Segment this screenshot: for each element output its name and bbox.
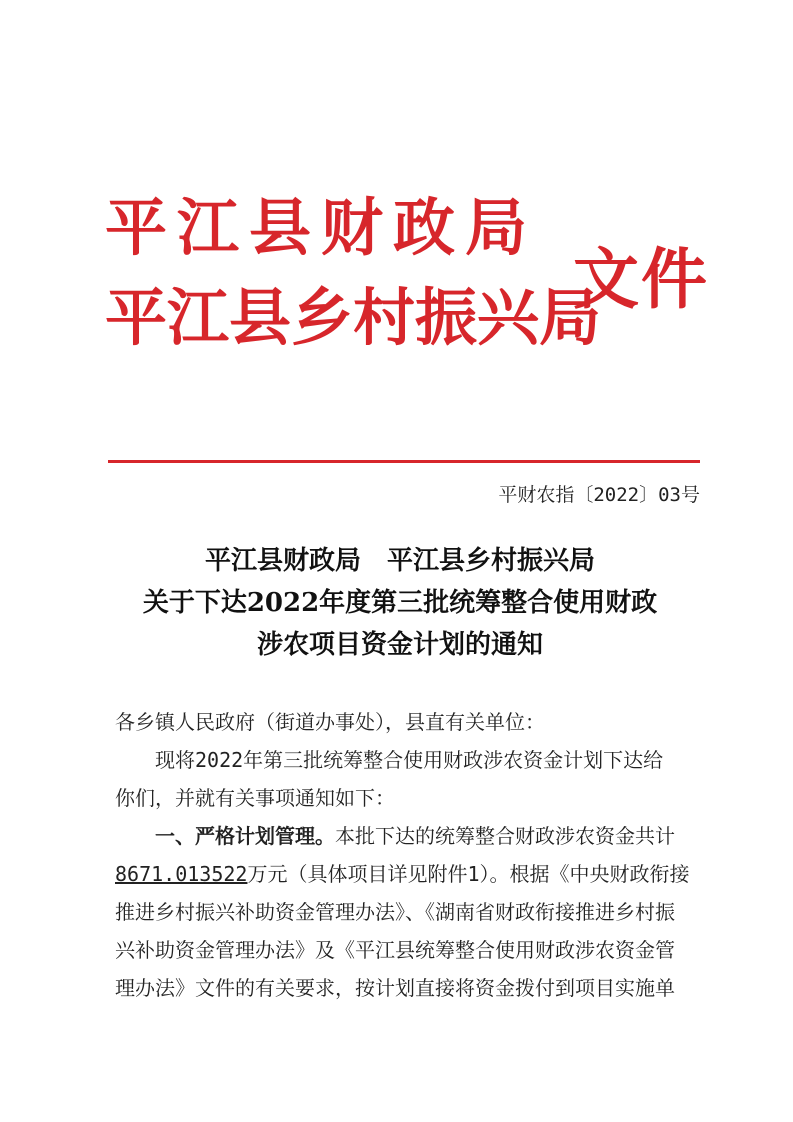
document-title (100, 540, 700, 666)
document-type-label: 文件 (573, 240, 709, 318)
paragraph-1-line-1: 现将2022年第三批统筹整合使用财政涉农资金计划下达给 (155, 748, 664, 772)
paragraph-2-line-1 (115, 817, 705, 855)
paragraph-2-line-1-text: 本批下达的统筹整合财政涉农资金共计 (335, 824, 675, 848)
title-line-2: 关于下达2022年度第三批统筹整合使用财政 (142, 588, 658, 618)
document-number: 平财农指〔2022〕03号 (498, 484, 700, 506)
red-divider-rule (108, 460, 700, 463)
paragraph-2-line-2-text: 万元（具体项目详见附件1）。根据《中央财政衔接 (247, 862, 690, 886)
paragraph-2-line-4: 兴补助资金管理办法》及《平江县统筹整合使用财政涉农资金管 (115, 938, 675, 962)
title-line-1: 平江县财政局 平江县乡村振兴局 (204, 546, 595, 576)
issuing-org-2: 平江县乡村振兴局 (105, 281, 602, 354)
salutation: 各乡镇人民政府（街道办事处），县直有关单位： (115, 710, 545, 734)
issuing-org-1: 平江县财政局 (105, 191, 538, 264)
paragraph-2-line-3: 推进乡村振兴补助资金管理办法》、《湖南省财政衔接推进乡村振 (115, 900, 675, 924)
title-line-3: 涉农项目资金计划的通知 (256, 630, 543, 660)
paragraph-2-line-5: 理办法》文件的有关要求，按计划直接将资金拨付到项目实施单 (115, 976, 675, 1000)
paragraph-2-line-2 (115, 855, 705, 893)
section-heading: 一、严格计划管理。 (155, 824, 335, 848)
fund-amount: 8671.013522 (115, 862, 248, 886)
paragraph-1-line-2: 你们，并就有关事项通知如下： (115, 786, 395, 810)
document-body (115, 703, 705, 1007)
document-header (105, 178, 709, 368)
